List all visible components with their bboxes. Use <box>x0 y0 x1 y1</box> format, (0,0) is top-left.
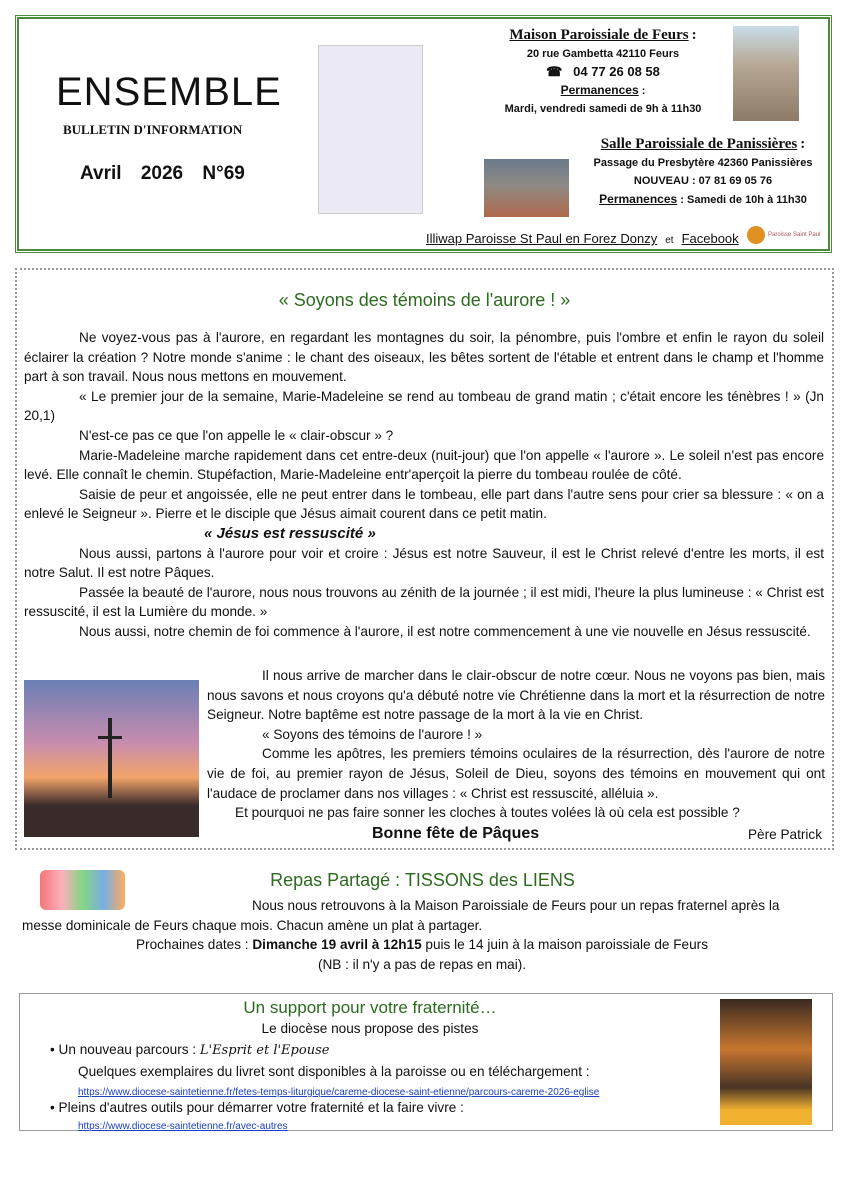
paragraph: N'est-ce pas ce que l'on appelle le « clair-obscur » ? <box>79 427 394 443</box>
repas-note: (NB : il n'y a pas de repas en mai). <box>317 956 527 972</box>
phone-icon: ☎ <box>546 64 563 79</box>
item1-text: Quelques exemplaires du livret sont disponibles à la paroisse ou en téléchargement : <box>78 1064 590 1079</box>
article-body <box>24 328 824 642</box>
article-title: « Soyons des témoins de l'aurore ! » <box>278 290 571 310</box>
support-title: Un support pour votre fraternité… <box>243 998 497 1017</box>
paragraph: Saisie de peur et angoissée, elle ne peut entrer dans le tombeau, elle part dans l'autre sens pour crier sa blessure : « on a enlevé le Seigneur ». Pierre et le disciple que Jésus aimait courent dans ce petit matin. <box>24 486 824 522</box>
social-links <box>426 231 739 246</box>
paragraph: Comme les apôtres, les premiers témoins oculaires de la résurrection, dès l'aurore de notre vie de foi, au premier rayon de Jésus, Soleil de Dieu, soyons des témoins en mouvement qui ont l'audace de proclamer dans nos villages : « Christ est ressuscité, alléluia ». <box>207 746 825 801</box>
easter-greeting: Bonne fête de Pâques <box>372 825 540 842</box>
maison-title: Maison Paroissiale de Feurs <box>509 27 689 43</box>
salle-perm-hours: : Samedi de 10h à 11h30 <box>680 194 807 206</box>
paragraph: Nous aussi, partons à l'aurore pour voir et croire : Jésus est notre Sauveur, il est le Christ relevé d'entre les morts, il est notre Salut. Il est notre Pâques. <box>24 545 824 581</box>
et-text: et <box>665 235 674 246</box>
support-item-1: • Un nouveau parcours : L'Esprit et l'Epouse <box>50 1042 330 1058</box>
issue-month: Avril 2026 <box>80 163 184 184</box>
salle-address: Passage du Presbytère 42360 Panissières <box>593 157 813 169</box>
maison-paroissiale-info <box>458 26 748 118</box>
repas-title: Repas Partagé : TISSONS des LIENS <box>270 870 575 890</box>
feurs-church-photo <box>733 26 799 121</box>
parcours-link[interactable]: https://www.diocese-saintetienne.fr/fetes-temps-liturgique/careme-diocese-saint-etienne/parcours-careme-2026-eglise <box>78 1087 600 1098</box>
issue-info <box>80 163 245 185</box>
support-box <box>19 993 833 1131</box>
header-box <box>15 15 832 253</box>
salle-paroissiale-info <box>588 135 818 209</box>
salle-perm-label: Permanences <box>599 192 678 206</box>
illiwap-link[interactable]: Illiwap Paroisse St Paul en Forez Donzy <box>426 231 658 246</box>
avec-autres-link[interactable]: https://www.diocese-saintetienne.fr/avec-autres <box>78 1121 288 1132</box>
sunset-cross-photo <box>24 680 199 837</box>
easter-article <box>15 268 834 850</box>
signature: Père Patrick <box>747 827 822 842</box>
maison-phone: 04 77 26 08 58 <box>573 64 660 79</box>
maison-address: 20 rue Gambetta 42110 Feurs <box>526 48 680 60</box>
salle-colon: : <box>800 136 806 152</box>
next-date: Dimanche 19 avril à 12h15 <box>252 937 422 953</box>
salle-phone: NOUVEAU : 07 81 69 05 76 <box>633 175 773 187</box>
item1-name: L'Esprit et l'Epouse <box>199 1043 330 1058</box>
dates-label: Prochaines dates : <box>135 937 253 953</box>
dates-rest: puis le 14 juin à la maison paroissiale de Feurs <box>421 937 709 953</box>
bulletin-title: ENSEMBLE <box>56 70 282 114</box>
paragraph: Marie-Madeleine marche rapidement dans cet entre-deux (nuit-jour) que l'on appelle « l'aurore ». Le soleil n'est pas encore levé. Elle connaît le chemin. Stupéfaction, Marie-Madeleine entr'aperçoit la pierre du tombeau roulée de côté. <box>24 447 824 483</box>
parish-small-logo <box>747 226 820 244</box>
cross-bar <box>98 736 122 739</box>
paragraph: Passée la beauté de l'aurore, nous nous trouvons au zénith de la journée ; il est midi, l'heure la plus lumineuse : « Christ est ressuscité, il est la Lumière du monde. » <box>24 584 824 620</box>
paragraph: Ne voyez-vous pas à l'aurore, en regardant les montagnes du soir, la pénombre, puis l'ombre et enfin le rayon du soleil éclairer la création ? Notre monde s'anime : le chant des oiseaux, les bêtes sortent de l'étable et entrent dans le champ et l'homme part à son travail. Nous nous mettons en mouvement. <box>24 330 824 385</box>
item2-text: Pleins d'autres outils pour démarrer votre fraternité et la faire vivre : <box>58 1100 464 1115</box>
repas-description: Nous nous retrouvons à la Maison Paroissiale de Feurs pour un repas fraternel après la messe dominicale de Feurs chaque mois. Chacun amène un plat à partager. <box>22 898 780 933</box>
issue-number: N°69 <box>202 163 245 184</box>
parish-small-logo-text: Paroisse Saint Paul <box>768 232 821 238</box>
facebook-link[interactable]: Facebook <box>681 231 739 246</box>
maison-colon: : <box>691 27 697 43</box>
maison-perm-hours: Mardi, vendredi samedi de 9h à 11h30 <box>504 103 702 115</box>
maison-perm-colon: : <box>641 85 646 97</box>
bulletin-subtitle: BULLETIN D'INFORMATION <box>63 122 243 137</box>
maison-perm-label: Permanences <box>560 83 639 97</box>
parish-logo-icon <box>747 226 765 244</box>
support-subtitle: Le diocèse nous propose des pistes <box>261 1021 479 1036</box>
article-highlight: « Jésus est ressuscité » <box>204 524 376 542</box>
support-item-2: • Pleins d'autres outils pour démarrer votre fraternité et la faire vivre : <box>50 1100 464 1115</box>
paragraph: Nous aussi, notre chemin de foi commence à l'aurore, il est notre commencement à une vie nouvelle en Jésus ressuscité. <box>79 623 811 639</box>
paragraph: Et pourquoi ne pas faire sonner les cloches à toutes volées là où cela est possible ? <box>235 805 740 821</box>
panissieres-photo <box>484 159 569 217</box>
paragraph: « Soyons des témoins de l'aurore ! » <box>262 726 483 742</box>
item1-label: Un nouveau parcours : <box>58 1042 200 1057</box>
article-body-continued <box>207 666 825 823</box>
paragraph: Il nous arrive de marcher dans le clair-obscur de notre cœur. Nous ne voyons pas bien, mais nous savons et nous croyons qu'a débuté notre vie Chrétienne dans la mort et la résurrection de notre Seigneur. Notre baptême est notre passage de la mort à la vie en Christ. <box>207 668 825 723</box>
cross-icon <box>108 718 112 798</box>
booklet-cover-image <box>720 999 812 1125</box>
repas-text <box>22 896 822 974</box>
salle-title: Salle Paroissiale de Panissières <box>600 136 798 152</box>
parish-logo-image <box>318 45 423 214</box>
paragraph: « Le premier jour de la semaine, Marie-Madeleine se rend au tombeau de grand matin ; c'était encore les ténèbres ! » (Jn 20,1) <box>24 388 824 424</box>
